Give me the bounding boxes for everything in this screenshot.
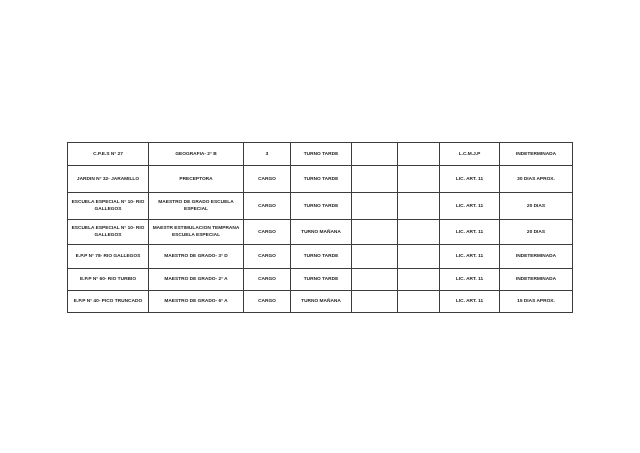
cell-leave: L.C.M.J.P (440, 143, 500, 166)
table-row (68, 143, 573, 166)
cell-blank-b (398, 220, 440, 245)
cell-position: MAESTR ESTIMULACION TEMPRANA ESCUELA ESPECIAL (149, 220, 244, 245)
cell-position: GEOGRAFIA- 2° B (149, 143, 244, 166)
table-row (68, 245, 573, 269)
cell-blank-a (352, 193, 398, 220)
cell-blank-b (398, 291, 440, 313)
cell-blank-a (352, 269, 398, 291)
cell-leave: LIC. ART. 11 (440, 269, 500, 291)
table-row (68, 269, 573, 291)
cell-shift: TURNO TARDE (291, 193, 352, 220)
cell-position: MAESTRO DE GRADO ESCUELA ESPECIAL (149, 193, 244, 220)
cell-duration: INDETERMINADA (500, 245, 573, 269)
cell-school: ESCUELA ESPECIAL N° 10- RIO GALLEGOS (68, 220, 149, 245)
cell-position: PRECEPTORA (149, 166, 244, 193)
cell-duration: INDETERMINADA (500, 269, 573, 291)
cell-blank-a (352, 291, 398, 313)
cell-position: MAESTRO DE GRADO- 6° A (149, 291, 244, 313)
cell-duration: 30 DIAS APROX. (500, 166, 573, 193)
cell-leave: LIC. ART. 11 (440, 291, 500, 313)
cell-shift: TURNO TARDE (291, 269, 352, 291)
document-table (67, 142, 573, 313)
cell-blank-b (398, 193, 440, 220)
cell-position: MAESTRO DE GRADO- 3° D (149, 245, 244, 269)
cell-position: MAESTRO DE GRADO- 2° A (149, 269, 244, 291)
cell-shift: TURNO MAÑANA (291, 220, 352, 245)
cell-shift: TURNO TARDE (291, 166, 352, 193)
cell-shift: TURNO TARDE (291, 143, 352, 166)
cell-school: C.P.E.S N° 27 (68, 143, 149, 166)
cell-school: ESCUELA ESPECIAL N° 10- RIO GALLEGOS (68, 193, 149, 220)
cell-leave: LIC. ART. 11 (440, 166, 500, 193)
cell-school: E.P.P N° 40- PICO TRUNCADO (68, 291, 149, 313)
cell-blank-a (352, 245, 398, 269)
table-row (68, 220, 573, 245)
cell-school: E.P.P N° 78- RIO GALLEGOS (68, 245, 149, 269)
cell-type: CARGO (244, 245, 291, 269)
table-row (68, 291, 573, 313)
cell-leave: LIC. ART. 11 (440, 245, 500, 269)
cell-shift: TURNO TARDE (291, 245, 352, 269)
cell-blank-a (352, 220, 398, 245)
cell-type: CARGO (244, 291, 291, 313)
cell-type: 3 (244, 143, 291, 166)
cell-blank-b (398, 143, 440, 166)
cell-duration: 15 DIAS APROX. (500, 291, 573, 313)
cell-type: CARGO (244, 220, 291, 245)
cell-type: CARGO (244, 193, 291, 220)
cell-type: CARGO (244, 269, 291, 291)
cell-duration: INDETERMINADA (500, 143, 573, 166)
cell-leave: LIC. ART. 11 (440, 193, 500, 220)
cell-blank-b (398, 245, 440, 269)
table-row (68, 193, 573, 220)
cell-school: E.P.P N° 60- RIO TURBIO (68, 269, 149, 291)
cell-blank-b (398, 269, 440, 291)
cell-school: JARDIN N° 32- JARAMILLO (68, 166, 149, 193)
cell-leave: LIC. ART. 11 (440, 220, 500, 245)
cell-duration: 20 DIAS (500, 220, 573, 245)
table-row (68, 166, 573, 193)
cell-blank-a (352, 166, 398, 193)
cell-shift: TURNO MAÑANA (291, 291, 352, 313)
cell-blank-b (398, 166, 440, 193)
cell-type: CARGO (244, 166, 291, 193)
cell-duration: 20 DIAS (500, 193, 573, 220)
cell-blank-a (352, 143, 398, 166)
